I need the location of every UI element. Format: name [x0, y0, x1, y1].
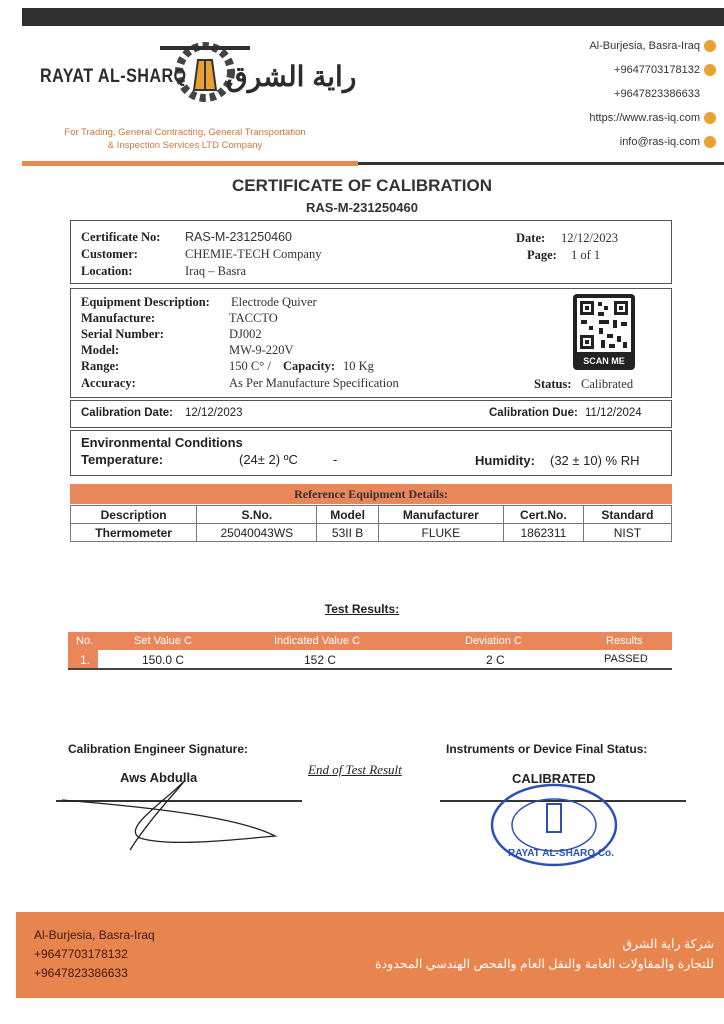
- table-row: [68, 650, 672, 670]
- humidity-value: (32 ± 10) % RH: [550, 453, 640, 468]
- certificate-no-value: RAS-M-231250460: [185, 230, 293, 244]
- certificate-title: CERTIFICATE OF CALIBRATION: [231, 176, 492, 195]
- date-value: 12/12/2023: [561, 231, 618, 245]
- capacity-value: 10 Kg: [343, 359, 374, 373]
- tr-cell-set: 150.0 C: [142, 653, 185, 667]
- footer-arabic: [375, 934, 714, 974]
- info-box: [70, 220, 672, 284]
- footer-address: Al-Burjesia, Basra-Iraq: [34, 928, 155, 942]
- table-row: [71, 524, 672, 542]
- qr-code[interactable]: [573, 294, 635, 370]
- footer: [16, 912, 724, 998]
- qr-code-icon: [577, 298, 631, 352]
- certificate-id: RAS-M-231250460: [305, 200, 418, 215]
- location-icon: [704, 40, 716, 52]
- tr-col-set: Set Value C: [134, 635, 192, 647]
- model-value: MW-9-220V: [229, 343, 294, 357]
- customer-value: CHEMIE-TECH Company: [185, 247, 322, 261]
- end-of-test-text: End of Test Result: [308, 762, 402, 777]
- calibration-date-label: Calibration Date:: [81, 407, 174, 419]
- company-subtitle: [40, 126, 330, 152]
- capacity-label: Capacity:: [283, 359, 336, 373]
- test-results-heading: Test Results:: [324, 602, 400, 616]
- top-bar: [22, 8, 724, 26]
- equipment-box: [70, 288, 672, 398]
- tr-col-results: Results: [606, 635, 643, 647]
- reference-table: [70, 505, 672, 542]
- accuracy-label: Accuracy:: [81, 376, 136, 390]
- contact-email-text: info@ras-iq.com: [619, 136, 700, 148]
- phone-icon: [704, 64, 716, 76]
- signature-scribble-icon: [60, 778, 290, 858]
- reference-header-row: [71, 506, 672, 524]
- test-results-header: [68, 632, 672, 650]
- final-status-label: Instruments or Device Final Status:: [446, 742, 648, 756]
- ref-cell-description: Thermometer: [71, 524, 197, 542]
- stamp-status-text: CALIBRATED: [512, 771, 596, 786]
- tr-cell-no: 1.: [80, 653, 91, 667]
- globe-icon: [704, 112, 716, 124]
- stamp-ring-text: RAYAT AL-SHARQ Co.: [508, 848, 614, 859]
- range-label: Range:: [81, 359, 120, 373]
- equipment-description-value: Electrode Quiver: [231, 295, 317, 309]
- customer-label: Customer:: [81, 247, 138, 261]
- status-value: Calibrated: [581, 377, 634, 391]
- temperature-value: (24± 2) ºC: [239, 452, 298, 467]
- ref-col-sno: S.No.: [197, 506, 317, 524]
- environment-heading: Environmental Conditions: [81, 435, 243, 450]
- company-name-en: RAYAT AL-SHARQ: [40, 66, 187, 87]
- page-value: 1 of 1: [571, 248, 601, 262]
- tr-col-indicated: Indicated Value C: [274, 635, 361, 647]
- company-subtitle-line1: For Trading, General Contracting, General Transportation: [64, 127, 306, 138]
- calibration-due-value: 11/12/2024: [585, 407, 642, 419]
- calibration-dates-box: [70, 400, 672, 428]
- serial-label: Serial Number:: [81, 327, 164, 341]
- tr-col-deviation: Deviation C: [465, 635, 522, 647]
- location-label: Location:: [81, 264, 133, 278]
- tr-col-no: No.: [76, 635, 94, 647]
- ref-cell-manufacturer: FLUKE: [378, 524, 503, 542]
- equipment-description-label: Equipment Description:: [81, 295, 210, 309]
- contact-phone-text: +9647703178132: [614, 64, 700, 76]
- accuracy-value: As Per Manufacture Specification: [229, 376, 399, 390]
- calibration-date-value: 12/12/2023: [185, 407, 243, 419]
- manufacturer-value: TACCTO: [229, 311, 278, 325]
- humidity-label: Humidity:: [475, 453, 535, 468]
- contact-phone: [614, 64, 716, 76]
- ref-col-description: Description: [71, 506, 197, 524]
- mail-icon: [704, 136, 716, 148]
- page-label: Page:: [527, 248, 557, 262]
- range-value: 150 C° /: [229, 359, 271, 373]
- location-value: Iraq – Basra: [185, 264, 247, 278]
- company-subtitle-line2: & Inspection Services LTD Company: [107, 140, 263, 151]
- tr-cell-deviation: 2 C: [486, 653, 505, 667]
- ref-cell-sno: 25040043WS: [197, 524, 317, 542]
- footer-contact: [34, 926, 155, 983]
- serial-value: DJ002: [229, 327, 262, 341]
- ref-cell-certno: 1862311: [503, 524, 583, 542]
- footer-arabic-line1: شركة راية الشرق: [622, 937, 714, 951]
- manufacturer-label: Manufacture:: [81, 311, 156, 325]
- tr-cell-results: PASSED: [604, 653, 648, 665]
- contact-phone2-text: +9647823386633: [614, 88, 700, 100]
- temperature-dash: -: [333, 452, 338, 467]
- engineer-signature-label: Calibration Engineer Signature:: [68, 742, 249, 756]
- contact-address: [589, 40, 716, 52]
- status-label: Status:: [534, 377, 572, 391]
- environment-box: [70, 430, 672, 476]
- tr-cell-indicated: 152 C: [304, 653, 337, 667]
- calibration-due-label: Calibration Due:: [489, 407, 578, 419]
- ref-col-certno: Cert.No.: [503, 506, 583, 524]
- temperature-label: Temperature:: [81, 452, 164, 467]
- scan-me-label: SCAN ME: [583, 356, 625, 366]
- footer-phone2: +9647823386633: [34, 966, 128, 980]
- ref-cell-standard: NIST: [583, 524, 671, 542]
- contact-email: [620, 136, 716, 148]
- contact-address-text: Al-Burjesia, Basra-Iraq: [589, 40, 700, 52]
- company-name-ar: راية الشرق: [226, 61, 357, 92]
- engineer-name: Aws Abdulla: [120, 770, 198, 785]
- ref-cell-model: 53II B: [317, 524, 378, 542]
- date-label: Date:: [516, 231, 546, 245]
- header-divider-accent: [22, 161, 358, 166]
- contact-phone-2: [614, 88, 700, 100]
- model-label: Model:: [81, 343, 120, 357]
- contact-website: [589, 112, 716, 124]
- ref-col-standard: Standard: [583, 506, 671, 524]
- header-divider-dark: [358, 162, 724, 165]
- footer-phone1: +9647703178132: [34, 947, 128, 961]
- footer-arabic-line2: للتجارة والمقاولات العامة والنقل العام والفحص الهندسي المحدودة: [375, 957, 714, 971]
- ref-col-manufacturer: Manufacturer: [378, 506, 503, 524]
- reference-heading: Reference Equipment Details:: [70, 484, 672, 504]
- certificate-no-label: Certificate No:: [81, 230, 161, 244]
- ref-col-model: Model: [317, 506, 378, 524]
- contact-website-text: https://www.ras-iq.com: [589, 112, 700, 124]
